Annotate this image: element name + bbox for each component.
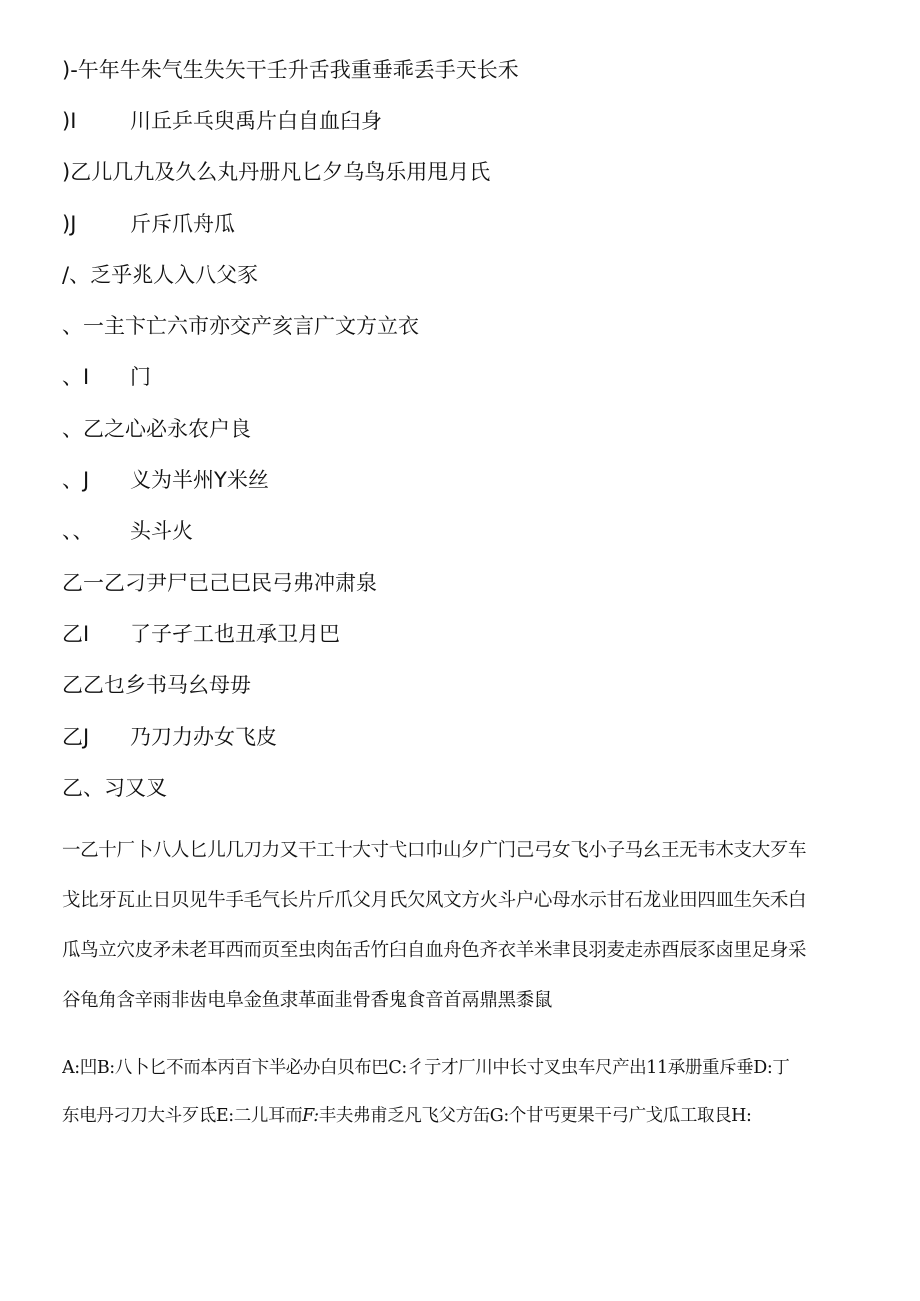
stroke-group-row bbox=[62, 44, 862, 95]
stroke-group-row bbox=[62, 557, 862, 608]
stroke-characters: 一主卞亡六市亦交产亥言广文方立衣 bbox=[83, 314, 419, 339]
stroke-prefix: ) bbox=[62, 160, 71, 185]
stroke-prefix: )- bbox=[62, 57, 78, 82]
stroke-characters: 义为半州Y米丝 bbox=[130, 468, 269, 493]
stroke-characters: 了子孑工也丑承卫月巴 bbox=[130, 621, 340, 646]
stroke-prefix: )I bbox=[62, 108, 77, 133]
stroke-characters: 乙儿几九及久么丸丹册凡匕夕乌鸟乐用甩月氏 bbox=[70, 160, 491, 185]
stroke-characters: 川丘乒乓臾禹片白自血臼身 bbox=[130, 108, 382, 133]
index-line bbox=[62, 1046, 852, 1094]
index-text: A:凹B:八卜匕不而本丙百卞半必办白贝布巴C:彳亍才厂川中长寸叉虫车尺产出11承册重斥垂D:丁 bbox=[62, 1058, 790, 1078]
stroke-characters: 乙之心必永农户良 bbox=[83, 416, 251, 441]
stroke-prefix: 、 bbox=[62, 416, 83, 441]
stroke-characters: 头斗火 bbox=[130, 519, 193, 544]
index-letter-italic: F: bbox=[302, 1106, 319, 1126]
stroke-characters: 乙乜乡书马幺母毋 bbox=[83, 673, 251, 698]
stroke-prefix: 乙I bbox=[62, 621, 90, 646]
stroke-group-row bbox=[62, 352, 862, 403]
index-text: 东电丹刁刀大斗歹氐E:二儿耳而 bbox=[62, 1106, 303, 1126]
stroke-group-row bbox=[62, 95, 862, 146]
stroke-prefix: 、J bbox=[62, 468, 90, 493]
alphabetical-index-paragraph bbox=[62, 1046, 852, 1142]
index-text: 丰夫弗甫乏凡飞父方缶G:个甘丐更果干弓广戈瓜工取艮H: bbox=[318, 1106, 752, 1126]
index-line bbox=[62, 1094, 852, 1142]
stroke-group-row bbox=[62, 660, 862, 711]
radicals-line: 戈比牙瓦止日贝见牛手毛气长片斤爪父月氏欠风文方火斗户心母水示甘石龙业田四皿生矢禾白 bbox=[62, 890, 807, 911]
stroke-order-list bbox=[62, 44, 862, 813]
stroke-group-row bbox=[62, 300, 862, 351]
stroke-characters: 午年牛朱气生失矢干壬升舌我重垂乖丢手天长禾 bbox=[77, 57, 519, 82]
radicals-line: 瓜鸟立穴皮矛未老耳西而页至虫肉缶舌竹臼自血舟色齐衣羊米聿艮羽麦走赤酉辰豕卤里足身采 bbox=[62, 940, 807, 961]
stroke-prefix: 乙 bbox=[62, 775, 83, 800]
stroke-prefix: 乙 bbox=[62, 673, 83, 698]
stroke-prefix: 、I bbox=[62, 365, 90, 390]
radicals-line: 谷龟角含辛雨非齿电阜金鱼隶革面韭骨香鬼食音首鬲鼎黑黍鼠 bbox=[62, 990, 553, 1011]
stroke-group-row bbox=[62, 454, 862, 505]
radicals-paragraph bbox=[62, 828, 862, 1028]
stroke-group-row bbox=[62, 762, 862, 813]
stroke-group-row bbox=[62, 147, 862, 198]
stroke-characters: 一乙刁尹尸已己巳民弓弗冲肃泉 bbox=[83, 570, 377, 595]
stroke-prefix: 、 bbox=[62, 314, 83, 339]
stroke-group-row bbox=[62, 249, 862, 300]
stroke-prefix: 乙J bbox=[62, 724, 90, 749]
stroke-prefix: )J bbox=[62, 211, 77, 236]
stroke-characters: 乏乎兆人入八父豕 bbox=[90, 262, 259, 287]
stroke-characters: 、习又叉 bbox=[83, 775, 167, 800]
stroke-group-row bbox=[62, 711, 862, 762]
stroke-group-row bbox=[62, 608, 862, 659]
stroke-group-row bbox=[62, 403, 862, 454]
radicals-line: 一乙十厂卜八人匕儿几刀力又干工十大寸弋口巾山夕广门己弓女飞小子马幺王无韦木支大歹车 bbox=[62, 840, 807, 861]
stroke-characters: 门 bbox=[130, 365, 151, 390]
stroke-characters: 斤斥爪舟瓜 bbox=[130, 211, 235, 236]
stroke-characters: 乃刀力办女飞皮 bbox=[130, 724, 277, 749]
stroke-prefix: 、、 bbox=[62, 519, 94, 544]
stroke-prefix: 乙 bbox=[62, 570, 83, 595]
stroke-group-row bbox=[62, 198, 862, 249]
stroke-prefix: /、 bbox=[62, 262, 91, 287]
stroke-group-row bbox=[62, 506, 862, 557]
